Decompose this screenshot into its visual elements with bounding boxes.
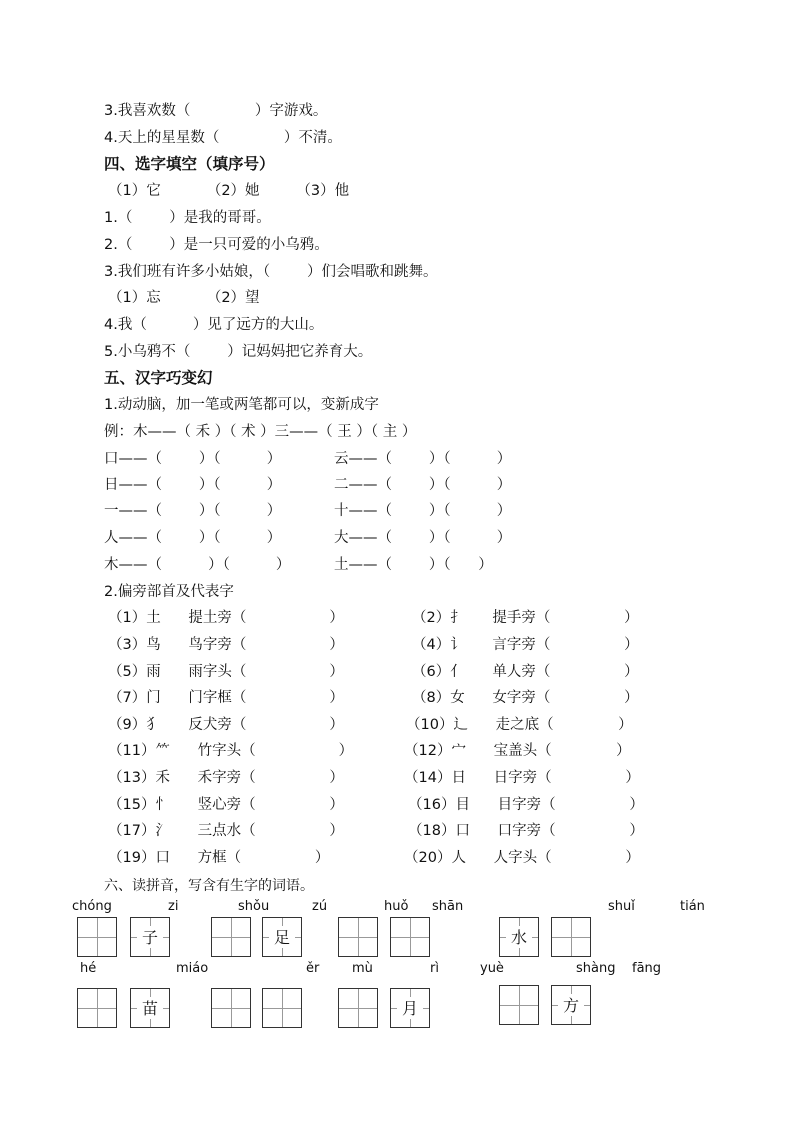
writing-grid-box[interactable] bbox=[211, 917, 251, 957]
radical-item: （19）口 方框（ ） bbox=[108, 850, 330, 866]
pinyin-label: ěr bbox=[306, 961, 320, 976]
box-char: 方 bbox=[558, 994, 584, 1016]
subheading: 2.偏旁部首及代表字 bbox=[104, 584, 234, 600]
writing-grid-box[interactable] bbox=[77, 988, 117, 1028]
radical-item: （11）⺮ 竹字头（ ） bbox=[108, 743, 354, 759]
box-char bbox=[339, 918, 377, 956]
pinyin-label: zú bbox=[312, 899, 328, 914]
box-char: 足 bbox=[269, 926, 295, 948]
writing-grid-box[interactable] bbox=[77, 917, 117, 957]
question-line: 5.小乌鸦不（ ）记妈妈把它养育大。 bbox=[104, 344, 373, 360]
radical-item: （18）口 口字旁（ ） bbox=[408, 823, 644, 839]
box-char bbox=[78, 989, 116, 1027]
radical-item: （17）氵 三点水（ ） bbox=[108, 823, 344, 839]
box-char: 苗 bbox=[137, 997, 163, 1019]
box-char bbox=[339, 989, 377, 1027]
radical-item: （14）日 日字旁（ ） bbox=[404, 770, 640, 786]
box-char bbox=[263, 989, 301, 1027]
radical-item: （3）鸟 鸟字旁（ ） bbox=[108, 637, 344, 653]
box-char bbox=[212, 918, 250, 956]
radical-item: （6）亻 单人旁（ ） bbox=[412, 664, 639, 680]
writing-grid-box[interactable] bbox=[499, 917, 539, 957]
radical-item: （7）门 门字框（ ） bbox=[108, 690, 344, 706]
writing-grid-box[interactable] bbox=[262, 988, 302, 1028]
pinyin-label: shàng bbox=[576, 961, 616, 976]
pinyin-label: yuè bbox=[480, 961, 504, 976]
char-transform-item: 二——（ ）（ ） bbox=[334, 477, 512, 493]
radical-item: （1）土 提土旁（ ） bbox=[108, 610, 344, 626]
question-line: 4.我（ ）见了远方的大山。 bbox=[104, 317, 324, 333]
pinyin-label: shǒu bbox=[238, 899, 270, 914]
writing-grid-box[interactable] bbox=[499, 985, 539, 1025]
radical-item: （8）女 女字旁（ ） bbox=[412, 690, 639, 706]
box-char: 子 bbox=[137, 926, 163, 948]
pinyin-label: rì bbox=[430, 961, 439, 976]
radical-item: （20）人 人字头（ ） bbox=[404, 850, 640, 866]
char-transform-item: 云——（ ）（ ） bbox=[334, 451, 512, 467]
writing-grid-box[interactable] bbox=[211, 988, 251, 1028]
box-char bbox=[212, 989, 250, 1027]
pinyin-label: miáo bbox=[176, 961, 209, 976]
pinyin-label: hé bbox=[80, 961, 97, 976]
pinyin-label: shān bbox=[432, 899, 464, 914]
box-char: 月 bbox=[397, 997, 423, 1019]
writing-grid-box[interactable] bbox=[338, 917, 378, 957]
pinyin-label: chóng bbox=[72, 899, 112, 914]
pinyin-label: tián bbox=[680, 899, 705, 914]
options-line: （1）忘 （2）望 bbox=[108, 290, 260, 306]
char-transform-item: 土——（ ）（ ） bbox=[334, 557, 493, 573]
char-transform-item: 人——（ ）（ ） bbox=[104, 530, 282, 546]
radical-item: （4）讠 言字旁（ ） bbox=[412, 637, 639, 653]
char-transform-item: 大——（ ）（ ） bbox=[334, 530, 512, 546]
subheading: 1.动动脑，加一笔或两笔都可以，变新成字 bbox=[104, 397, 379, 413]
writing-grid-box[interactable] bbox=[338, 988, 378, 1028]
radical-item: （13）禾 禾字旁（ ） bbox=[108, 770, 344, 786]
box-char bbox=[78, 918, 116, 956]
pinyin-label: zi bbox=[168, 899, 179, 914]
box-char bbox=[500, 986, 538, 1024]
char-transform-item: 木——（ ）（ ） bbox=[104, 557, 291, 573]
box-char bbox=[391, 918, 429, 956]
char-transform-item: 口——（ ）（ ） bbox=[104, 451, 282, 467]
section-heading: 四、选字填空（填序号） bbox=[104, 155, 275, 173]
radical-item: （15）忄 竖心旁（ ） bbox=[108, 797, 344, 813]
radical-item: （16）目 目字旁（ ） bbox=[408, 797, 644, 813]
char-transform-item: 十——（ ）（ ） bbox=[334, 503, 512, 519]
question-line: 1.（ ）是我的哥哥。 bbox=[104, 210, 271, 226]
radical-item: （12）宀 宝盖头（ ） bbox=[404, 743, 631, 759]
pinyin-label: fāng bbox=[632, 961, 662, 976]
question-line: 2.（ ）是一只可爱的小乌鸦。 bbox=[104, 237, 329, 253]
section-heading: 五、汉字巧变幻 bbox=[104, 369, 213, 387]
writing-grid-box[interactable] bbox=[390, 988, 430, 1028]
box-char: 水 bbox=[506, 926, 532, 948]
question-line: 3.我们班有许多小姑娘，（ ）们会唱歌和跳舞。 bbox=[104, 264, 438, 280]
question-line: 3.我喜欢数（ ）字游戏。 bbox=[104, 103, 328, 119]
char-transform-item: 日——（ ）（ ） bbox=[104, 477, 282, 493]
section-heading: 六、读拼音，写含有生字的词语。 bbox=[104, 878, 314, 894]
pinyin-label: huǒ bbox=[384, 899, 409, 914]
pinyin-label: shuǐ bbox=[608, 899, 635, 914]
writing-grid-box[interactable] bbox=[551, 985, 591, 1025]
box-char bbox=[552, 918, 590, 956]
radical-item: （10）辶 走之底（ ） bbox=[406, 717, 633, 733]
writing-grid-box[interactable] bbox=[390, 917, 430, 957]
writing-grid-box[interactable] bbox=[262, 917, 302, 957]
char-transform-item: 一——（ ）（ ） bbox=[104, 503, 282, 519]
writing-grid-box[interactable] bbox=[130, 917, 170, 957]
writing-grid-box[interactable] bbox=[551, 917, 591, 957]
options-line: （1）它 （2）她 （3）他 bbox=[108, 183, 350, 199]
pinyin-label: mù bbox=[352, 961, 373, 976]
radical-item: （2）扌 提手旁（ ） bbox=[412, 610, 639, 626]
radical-item: （9）犭 反犬旁（ ） bbox=[108, 717, 344, 733]
radical-item: （5）雨 雨字头（ ） bbox=[108, 664, 344, 680]
question-line: 4.天上的星星数（ ）不清。 bbox=[104, 130, 342, 146]
writing-grid-box[interactable] bbox=[130, 988, 170, 1028]
example-line: 例：木——（ 禾 ）（ 术 ）三——（ 王 ）（ 主 ） bbox=[104, 424, 417, 440]
